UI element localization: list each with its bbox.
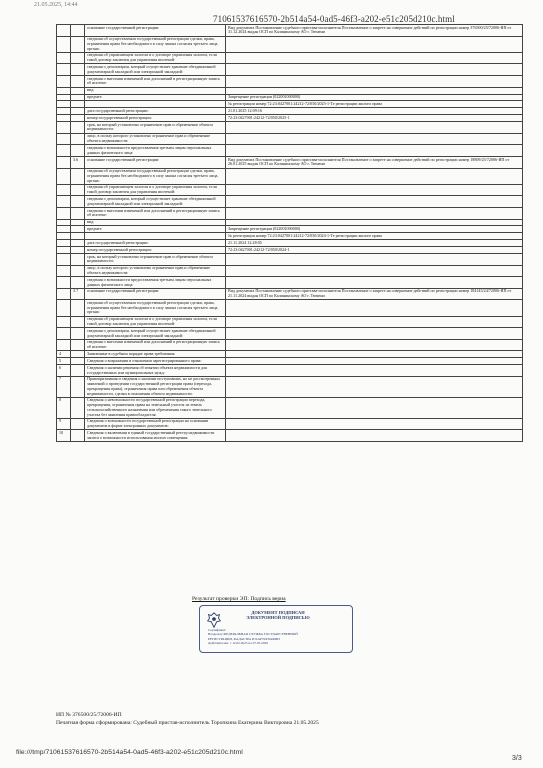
table-row — [57, 358, 523, 365]
electronic-signature-stamp — [199, 605, 353, 653]
row-label: Правопритязания и сведения о наличии поступивших, но не рассмотренных заявлений о проведении государственной регистрации права (перехода, прекращения права), ограничения права или обременения объекта недвижимости, сделки в отношении объекта недвижимости: — [85, 376, 226, 397]
row-number — [57, 277, 71, 289]
row-label: предмет: — [85, 226, 226, 233]
table-row — [57, 233, 523, 240]
row-value — [226, 145, 523, 157]
table-row — [57, 168, 523, 184]
row-number — [57, 184, 71, 196]
row-subnumber — [71, 328, 85, 340]
row-label: сведения об управляющем залогом и о договоре управления залогом, если такой договор заключен для управления ипотекой: — [85, 184, 226, 196]
row-label: Сведения о возможности государственной регистрации на основании документов в форме электронных документов: — [85, 418, 226, 430]
table-row — [57, 418, 523, 430]
row-subnumber — [71, 184, 85, 196]
row-subnumber — [71, 376, 85, 397]
row-value — [226, 76, 523, 88]
row-subnumber — [71, 265, 85, 277]
stamp-line: Сертификат: — [208, 628, 227, 632]
table-row — [57, 108, 523, 115]
row-label: вид: — [85, 219, 226, 226]
row-label: Заявленные в судебном порядке права требования: — [85, 351, 226, 358]
row-subnumber — [71, 339, 85, 351]
footer-case-number: ИП № 376500/25/72006-ИП — [56, 712, 122, 718]
table-row — [57, 145, 523, 157]
table-row — [57, 397, 523, 418]
row-value — [226, 265, 523, 277]
row-label: сведения о внесении изменений или дополнений в регистрационную запись об ипотеке: — [85, 207, 226, 219]
table-row — [57, 76, 523, 88]
row-label: сведения о внесении изменений или дополнений в регистрационную запись об ипотеке: — [85, 339, 226, 351]
row-label: сведения о возможности предоставления третьим лицам персональных данных физического лица: — [85, 145, 226, 157]
table-row — [57, 265, 523, 277]
row-value: Вид документа Постановление судебного пристава-исполнителя Постановление о запрете на совершение действий по регистрации номер 18809/25/72006-ИП от 26.01.2025 выдан ОСП по Калининскому АО г. Тюмени — [226, 156, 523, 168]
stamp-line: РЕГИСТРАЦИИ, КАДАСТРА И КАРТОГРАФИИ — [208, 636, 280, 641]
row-number — [57, 76, 71, 88]
row-number — [57, 265, 71, 277]
row-label — [85, 101, 226, 108]
row-label: вид: — [85, 87, 226, 94]
row-label: основание государственной регистрации: — [85, 288, 226, 300]
row-subnumber — [71, 358, 85, 365]
row-label: срок, на который установлено ограничение прав и обременение объекта недвижимости: — [85, 254, 226, 266]
row-number: 10 — [57, 430, 71, 442]
row-value: № регистрации номер 72:23:0427001:24212-72/050/2025-1-Те регистрации жилого права — [226, 101, 523, 108]
row-label: сведения об осуществлении государственной регистрации сделки, права, ограничения права без необходимого в силу закона согласия третьего лица, органа: — [85, 168, 226, 184]
table-row — [57, 351, 523, 358]
row-label: дата государственной регистрации: — [85, 240, 226, 247]
row-number — [57, 207, 71, 219]
table-row — [57, 288, 523, 300]
row-label: основание государственной регистрации: — [85, 25, 226, 37]
row-label: лицо, в пользу которого установлено ограничение прав и обременение объекта недвижимости: — [85, 133, 226, 145]
table-row — [57, 122, 523, 134]
row-subnumber — [71, 300, 85, 316]
row-number — [57, 145, 71, 157]
row-number — [57, 226, 71, 233]
row-number — [57, 94, 71, 101]
row-subnumber — [71, 240, 85, 247]
row-number — [57, 254, 71, 266]
row-label: дата государственной регистрации: — [85, 108, 226, 115]
row-label: предмет: — [85, 94, 226, 101]
table-row — [57, 226, 523, 233]
row-label — [85, 233, 226, 240]
row-number — [57, 25, 71, 37]
row-subnumber — [71, 219, 85, 226]
row-number — [57, 156, 71, 168]
coat-of-arms-icon — [205, 611, 223, 629]
row-value: 72:23:0427001:24212-72/050/2024-1 — [226, 247, 523, 254]
stamp-details — [208, 628, 344, 646]
table-row — [57, 156, 523, 168]
table-row — [57, 196, 523, 208]
row-value — [226, 376, 523, 397]
row-number — [57, 133, 71, 145]
row-label: сведения об осуществлении государственной регистрации сделки, права, ограничения права без необходимого в силу закона согласия третьего лица, органа: — [85, 36, 226, 52]
row-label: Сведения о включении в единый государственный реестр недвижимости записи о возможности использования жилого помещения: — [85, 430, 226, 442]
table-row — [57, 25, 523, 37]
table-row — [57, 219, 523, 226]
row-number — [57, 300, 71, 316]
row-value — [226, 184, 523, 196]
row-value — [226, 254, 523, 266]
row-number — [57, 64, 71, 76]
row-value — [226, 328, 523, 340]
table-row — [57, 240, 523, 247]
row-number — [57, 36, 71, 52]
table-row — [57, 101, 523, 108]
header-url: 71061537616570-2b514a54-0ad5-46f3-a202-e51c205d210c.html — [213, 14, 455, 24]
stamp-title: ДОКУМЕНТ ПОДПИСАН ЭЛЕКТРОННОЙ ПОДПИСЬЮ — [246, 610, 310, 620]
row-number — [57, 339, 71, 351]
row-value — [226, 87, 523, 94]
row-value — [226, 316, 523, 328]
row-subnumber — [71, 108, 85, 115]
stamp-line: Владелец: ФЕДЕРАЛЬНАЯ СЛУЖБА ГОСУДАРСТВЕННОЙ — [208, 632, 298, 637]
row-number — [57, 196, 71, 208]
table-row — [57, 328, 523, 340]
row-value — [226, 168, 523, 184]
table-row — [57, 207, 523, 219]
row-label: сведения о депозитарии, который осуществляет хранение обездвиженной документарной закладной или электронной закладной: — [85, 196, 226, 208]
row-subnumber — [71, 254, 85, 266]
table-row — [57, 339, 523, 351]
row-label: сведения о депозитарии, который осуществляет хранение обездвиженной документарной закладной или электронной закладной: — [85, 64, 226, 76]
row-subnumber — [71, 207, 85, 219]
row-label: сведения о возможности предоставления третьим лицам персональных данных физического лица: — [85, 277, 226, 289]
table-row — [57, 277, 523, 289]
row-number: 4 — [57, 351, 71, 358]
row-value — [226, 36, 523, 52]
footer-file-url: file:///tmp/71061537616570-2b514a54-0ad5-46f3-a202-e51c205d210c.html — [16, 749, 243, 756]
row-value: 72:23:0427001:24212-72/050/2025-1 — [226, 115, 523, 122]
row-value — [226, 64, 523, 76]
row-value — [226, 52, 523, 64]
row-number — [57, 108, 71, 115]
row-value — [226, 277, 523, 289]
row-value — [226, 133, 523, 145]
print-timestamp: 21.05.2025, 14:44 — [34, 2, 78, 8]
row-subnumber — [71, 145, 85, 157]
table-row — [57, 52, 523, 64]
row-number — [57, 247, 71, 254]
row-number — [57, 122, 71, 134]
row-value: Запрещение регистрации (022001000000) — [226, 226, 523, 233]
row-value — [226, 418, 523, 430]
row-subnumber: 3.7 — [71, 288, 85, 300]
row-label: сведения об управляющем залогом и о договоре управления залогом, если такой договор заключен для управления ипотекой: — [85, 52, 226, 64]
row-subnumber — [71, 36, 85, 52]
row-label: Сведения о наличии решения об изъятии объекта недвижимости для государственных или муниципальных нужд: — [85, 365, 226, 377]
row-value: Вид документа Постановление судебного пристава-исполнителя Постановление о запрете на совершение действий по регистрации номер 184145/24/72006-ИП от 21.11.2024 выдан ОСП по Калининскому АО г. Тюмени — [226, 288, 523, 300]
row-label: Сведения о возражении в отношении зарегистрированного права: — [85, 358, 226, 365]
row-label: номер государственной регистрации: — [85, 247, 226, 254]
row-subnumber — [71, 418, 85, 430]
row-number — [57, 233, 71, 240]
row-subnumber — [71, 397, 85, 418]
row-subnumber — [71, 168, 85, 184]
egrn-extract-table — [56, 24, 523, 442]
row-number — [57, 52, 71, 64]
row-number — [57, 87, 71, 94]
row-subnumber — [71, 233, 85, 240]
row-label: основание государственной регистрации: — [85, 156, 226, 168]
table-row — [57, 133, 523, 145]
row-number — [57, 240, 71, 247]
row-value — [226, 300, 523, 316]
row-value — [226, 196, 523, 208]
row-subnumber — [71, 316, 85, 328]
row-number — [57, 288, 71, 300]
table-row — [57, 300, 523, 316]
row-number — [57, 115, 71, 122]
signature-result: Результат проверки ЭП: Подпись верна — [192, 596, 286, 602]
row-number — [57, 168, 71, 184]
row-subnumber — [71, 122, 85, 134]
row-label: Сведения о невозможности государственной регистрации перехода, прекращения, ограничения права на земельный участок из земель сельскохозяйственного назначения или обременения такого земельного участка без заявления правообладателя: — [85, 397, 226, 418]
row-value — [226, 207, 523, 219]
table-row — [57, 316, 523, 328]
row-label: лицо, в пользу которого установлено ограничение прав и обременение объекта недвижимости: — [85, 265, 226, 277]
row-label: сведения об управляющем залогом и о договоре управления залогом, если такой договор заключен для управления ипотекой: — [85, 316, 226, 328]
table-row — [57, 64, 523, 76]
table-row — [57, 94, 523, 101]
row-subnumber — [71, 351, 85, 358]
row-subnumber — [71, 87, 85, 94]
table-row — [57, 36, 523, 52]
row-number — [57, 328, 71, 340]
row-label: срок, на который установлено ограничение прав и обременение объекта недвижимости: — [85, 122, 226, 134]
row-subnumber — [71, 76, 85, 88]
table-row — [57, 430, 523, 442]
row-label: сведения об осуществлении государственной регистрации сделки, права, ограничения права без необходимого в силу закона согласия третьего лица, органа: — [85, 300, 226, 316]
page-number: 3/3 — [512, 755, 522, 762]
row-number: 6 — [57, 365, 71, 377]
row-number: 8 — [57, 397, 71, 418]
table-row — [57, 87, 523, 94]
row-subnumber: 3.6 — [71, 156, 85, 168]
row-value: Вид документа Постановление судебного пристава-исполнителя Постановление о запрете на совершение действий по регистрации номер 376500/25/72006-ИП от 31.12.2024 выдан ОСП по Калининскому АО г. Тюмени — [226, 25, 523, 37]
table-row — [57, 115, 523, 122]
row-value — [226, 365, 523, 377]
row-value: Запрещение регистрации (022001000000) — [226, 94, 523, 101]
row-subnumber — [71, 247, 85, 254]
row-value — [226, 122, 523, 134]
row-value — [226, 397, 523, 418]
row-subnumber — [71, 196, 85, 208]
row-value — [226, 351, 523, 358]
row-subnumber — [71, 64, 85, 76]
row-number: 9 — [57, 418, 71, 430]
table-row — [57, 376, 523, 397]
row-subnumber — [71, 226, 85, 233]
row-subnumber — [71, 94, 85, 101]
row-subnumber — [71, 277, 85, 289]
row-value: № регистрации номер 72:23:0427001:24212-72/050/2024-1-Те регистрации жилого права — [226, 233, 523, 240]
row-subnumber — [71, 365, 85, 377]
table-row — [57, 184, 523, 196]
footer-printed-by: Печатная форма сформирована: Судебный пристав-исполнитель Торопкина Екатерина Викторовна 21.05.2025 — [56, 720, 319, 726]
row-subnumber — [71, 115, 85, 122]
row-number: 7 — [57, 376, 71, 397]
row-subnumber — [71, 430, 85, 442]
row-value — [226, 339, 523, 351]
table-body — [57, 25, 523, 442]
stamp-line: Действителен: с 12.02.2025 по 07.05.2026 — [208, 641, 268, 646]
row-label: сведения о депозитарии, который осуществляет хранение обездвиженной документарной закладной или электронной закладной: — [85, 328, 226, 340]
row-number — [57, 219, 71, 226]
table-row — [57, 254, 523, 266]
row-value: 21.11.2024 12:28:05 — [226, 240, 523, 247]
row-subnumber — [71, 133, 85, 145]
row-label: номер государственной регистрации: — [85, 115, 226, 122]
row-value — [226, 430, 523, 442]
row-number — [57, 316, 71, 328]
row-number: 5 — [57, 358, 71, 365]
row-label: сведения о внесении изменений или дополнений в регистрационную запись об ипотеке: — [85, 76, 226, 88]
row-subnumber — [71, 52, 85, 64]
row-subnumber — [71, 101, 85, 108]
row-value: 21.01.2025 12:09:16 — [226, 108, 523, 115]
row-number — [57, 101, 71, 108]
row-value — [226, 219, 523, 226]
table-row — [57, 247, 523, 254]
row-subnumber — [71, 25, 85, 37]
table-row — [57, 365, 523, 377]
row-value — [226, 358, 523, 365]
